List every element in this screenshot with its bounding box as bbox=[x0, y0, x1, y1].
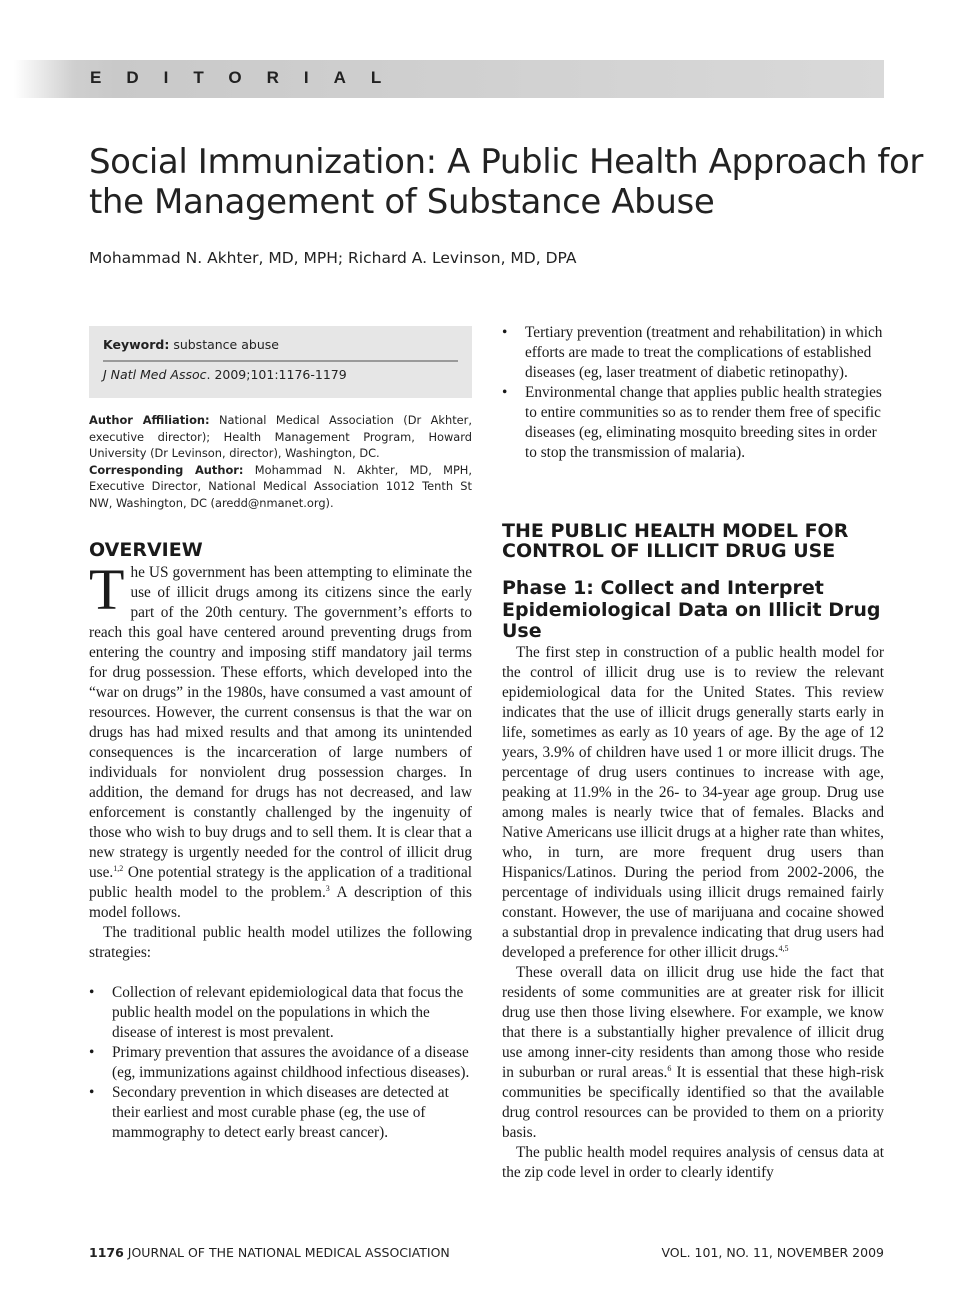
citation-journal: J Natl Med Assoc bbox=[103, 367, 207, 382]
overview-text-c: A description of this model follows. bbox=[89, 884, 473, 921]
keyword-value: substance abuse bbox=[169, 337, 279, 352]
list-item: • Primary prevention that assures the avoidance of a disease (eg, immunizations against childhood infectious diseases). bbox=[89, 1043, 472, 1083]
reference-marker: 6 bbox=[667, 1063, 672, 1073]
right-column-top bbox=[502, 323, 884, 463]
overview-paragraph-1 bbox=[89, 557, 473, 923]
keyword-label: Keyword: bbox=[103, 337, 170, 352]
strategy-list-left bbox=[89, 983, 472, 1143]
affiliation-text: National Medical Association (Dr Akhter, executive director); Health Management Program, Howard University (Dr Levinson, director), Washington, DC. bbox=[89, 413, 472, 460]
section-heading-model: THE PUBLIC HEALTH MODEL FOR CONTROL OF ILLICIT DRUG USE bbox=[502, 520, 849, 562]
corresponding-author bbox=[89, 462, 472, 512]
phase1-text-1: The first step in construction of a public health model for the control of illicit drug use is to review the relevant epidemiological data for the United States. This review indicates that the use of illicit drugs generally starts early in life, sometimes as early as 10 years of age. By the age of 12 years, 3.9% of children have used 1 or more illicit drugs. The percentage of drug users continues to increase with age, peaking at 11.9% in the 26- to 34-year age group. Drug use among males is nearly twice that of females. Blacks and Native Americans use illicit drugs at a higher rate than whites, who, in turn, are more frequent drug users than Hispanics/Latinos. During the period from 2002-2006, the percentage of individuals using illicit drugs remained fairly constant. However, the use of marijuana and cocaine showed a substantial drop in prevalence indicating that drug users had developed a preference for other illicit drugs. bbox=[502, 644, 884, 961]
footer-issue: VOL. 101, NO. 11, NOVEMBER 2009 bbox=[661, 1245, 884, 1260]
article-title: Social Immunization: A Public Health Approach for the Management of Substance Abuse bbox=[89, 142, 923, 222]
author-affiliation bbox=[89, 412, 472, 462]
section-label: EDITORIAL bbox=[90, 68, 407, 87]
phase1-paragraph-2 bbox=[502, 963, 884, 1143]
right-column-body bbox=[502, 643, 884, 1183]
reference-marker: 3 bbox=[325, 883, 330, 893]
footer-journal bbox=[89, 1245, 450, 1260]
corresponding-text: Mohammad N. Akhter, MD, MPH, Executive Director, National Medical Association 1012 Tenth St NW, Washington, DC (aredd@nmanet.org). bbox=[89, 462, 472, 510]
phase1-paragraph-1 bbox=[502, 643, 884, 963]
affiliation-block bbox=[89, 412, 472, 511]
citation-detail: . 2009;101:1176-1179 bbox=[206, 367, 347, 382]
list-item: • Collection of relevant epidemiological data that focus the public health model on the populations in which the disease of interest is most prevalent. bbox=[89, 983, 472, 1043]
citation-line bbox=[103, 367, 347, 382]
keyword-divider bbox=[103, 360, 458, 362]
affiliation-label: Author Affiliation: bbox=[89, 413, 210, 427]
overview-text-b: One potential strategy is the application of a traditional public health model to the problem. bbox=[89, 864, 472, 901]
phase1-paragraph-3: The public health model requires analysis of census data at the zip code level in order to clearly identify bbox=[502, 1144, 884, 1181]
reference-marker: 4,5 bbox=[778, 943, 789, 953]
journal-name: JOURNAL OF THE NATIONAL MEDICAL ASSOCIATION bbox=[123, 1245, 450, 1260]
keyword-line bbox=[103, 337, 279, 352]
page-number: 1176 bbox=[89, 1245, 124, 1260]
phase1-text-2a: These overall data on illicit drug use hide the fact that residents of some communities are at greater risk for illicit drug use then those living elsewhere. For example, we know that there is a substantially higher prevalence of illicit drug use among inner-city residents than among those who reside in suburban or rural areas. bbox=[502, 964, 884, 1081]
overview-paragraph-2: The traditional public health model utilizes the following strategies: bbox=[89, 924, 472, 961]
drop-cap: T bbox=[89, 557, 125, 622]
subsection-heading-phase1: Phase 1: Collect and Interpret Epidemiological Data on Illicit Drug Use bbox=[502, 577, 881, 642]
left-column bbox=[89, 557, 473, 1143]
article-authors: Mohammad N. Akhter, MD, MPH; Richard A. Levinson, MD, DPA bbox=[89, 249, 577, 267]
overview-heading: OVERVIEW bbox=[89, 539, 203, 561]
list-item: • Tertiary prevention (treatment and rehabilitation) in which efforts are made to treat the complications of established diseases (eg, laser treatment of diabetic retinopathy). bbox=[502, 323, 884, 383]
overview-text-a: he US government has been attempting to eliminate the use of illicit drugs among its citizens since the early part of the 20th century. The government’s efforts to reach this goal have centered around preventing drugs from entering the country and imposing stiff mandatory jail terms for drug possession. These efforts, which developed into the “war on drugs” in the 1980s, have consumed a vast amount of resources. However, the current consensus is that the war on drugs has had mixed results and that among its unintended consequences is the incarceration of large numbers of individuals for nonviolent drug possession charges. In addition, the demand for drugs has not decreased, and law enforcement is constantly challenged by the ingenuity of those who wish to buy drugs and to sell them. It is clear that a new strategy is urgently needed for the control of illicit drug use. bbox=[89, 564, 472, 881]
list-item: • Environmental change that applies public health strategies to entire communities so as to render them free of specific diseases (eg, eliminating mosquito breeding sites in order to stop the transmission of malaria). bbox=[502, 383, 884, 463]
corresponding-label: Corresponding Author: bbox=[89, 462, 244, 477]
phase1-text-2b: It is essential that these high-risk communities be specifically identified so that the available drug control resources can be provided to them on a priority basis. bbox=[502, 1064, 884, 1141]
reference-marker: 1,2 bbox=[113, 863, 124, 873]
strategy-list-right bbox=[502, 323, 884, 463]
list-item: • Secondary prevention in which diseases are detected at their earliest and most curable phase (eg, the use of mammography to detect early breast cancer). bbox=[89, 1083, 472, 1143]
